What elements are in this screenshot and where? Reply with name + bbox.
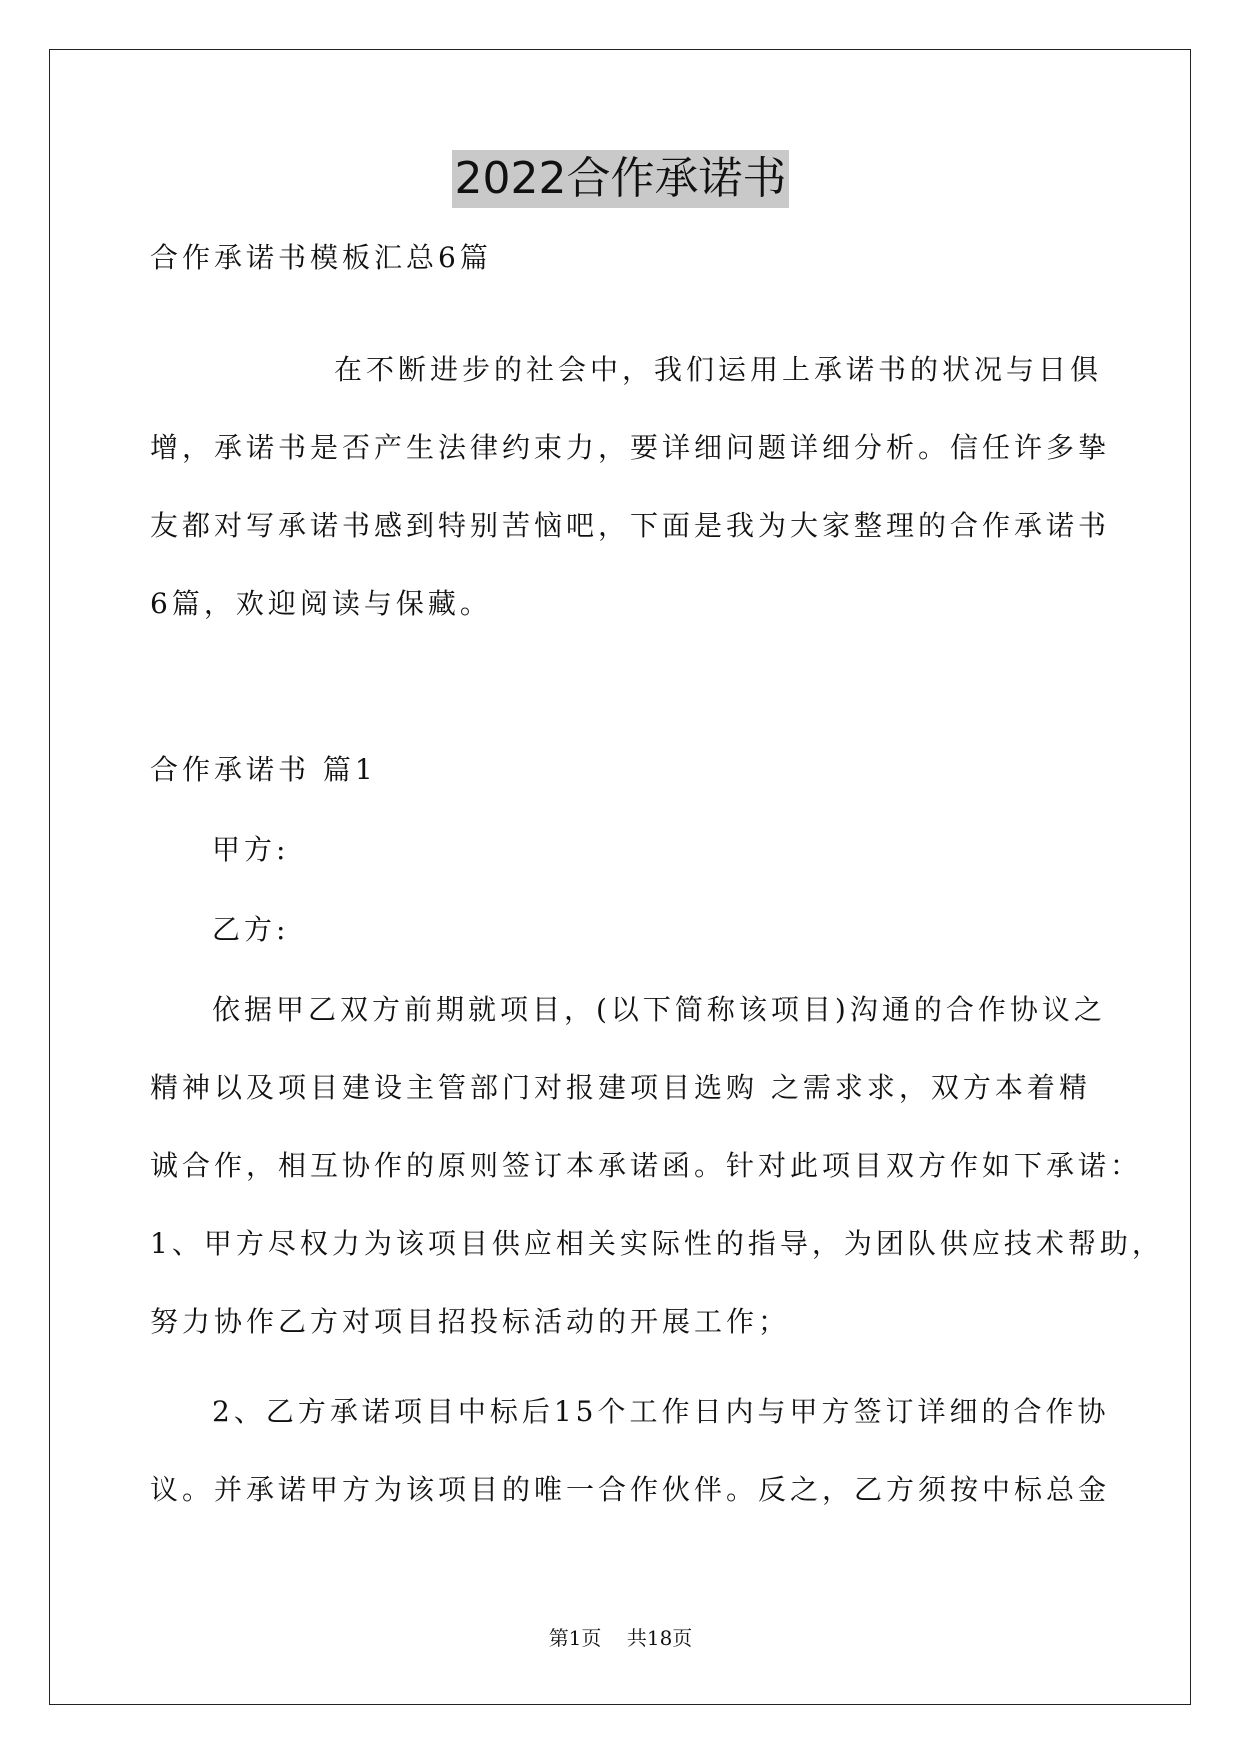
party-a-label: 甲方: bbox=[212, 833, 290, 866]
intro-line: 在不断进步的社会中，我们运用上承诺书的状况与日俱 bbox=[334, 353, 1103, 386]
section-heading: 合作承诺书 篇1 bbox=[150, 753, 377, 786]
page-footer bbox=[0, 1624, 1241, 1652]
subtitle: 合作承诺书模板汇总6篇 bbox=[150, 241, 492, 274]
body-line: 诚合作，相互协作的原则签订本承诺函。针对此项目双方作如下承诺： bbox=[150, 1149, 1143, 1182]
body-line: 依据甲乙双方前期就项目，(以下简称该项目)沟通的合作协议之 bbox=[212, 993, 1106, 1026]
body-line: 议。并承诺甲方为该项目的唯一合作伙伴。反之，乙方须按中标总金 bbox=[150, 1473, 1111, 1506]
party-b-label: 乙方: bbox=[212, 913, 290, 946]
intro-line: 6篇，欢迎阅读与保藏。 bbox=[150, 587, 492, 620]
intro-line: 增，承诺书是否产生法律约束力，要详细问题详细分析。信任许多挚 bbox=[150, 431, 1111, 464]
page-number: 第1页 bbox=[548, 1626, 602, 1650]
body-line: 精神以及项目建设主管部门对报建项目选购 之需求求，双方本着精 bbox=[150, 1071, 1091, 1104]
body-line: 努力协作乙方对项目招投标活动的开展工作； bbox=[150, 1305, 791, 1338]
body-line: 1、甲方尽权力为该项目供应相关实际性的指导，为团队供应技术帮助， bbox=[150, 1227, 1164, 1260]
total-pages: 共18页 bbox=[626, 1626, 693, 1650]
document-title: 2022合作承诺书 bbox=[452, 150, 790, 208]
title-container bbox=[0, 150, 1241, 208]
intro-line: 友都对写承诺书感到特别苦恼吧，下面是我为大家整理的合作承诺书 bbox=[150, 509, 1111, 542]
page-border bbox=[49, 49, 1191, 1705]
body-line: 2、乙方承诺项目中标后15个工作日内与甲方签订详细的合作协 bbox=[212, 1395, 1110, 1428]
